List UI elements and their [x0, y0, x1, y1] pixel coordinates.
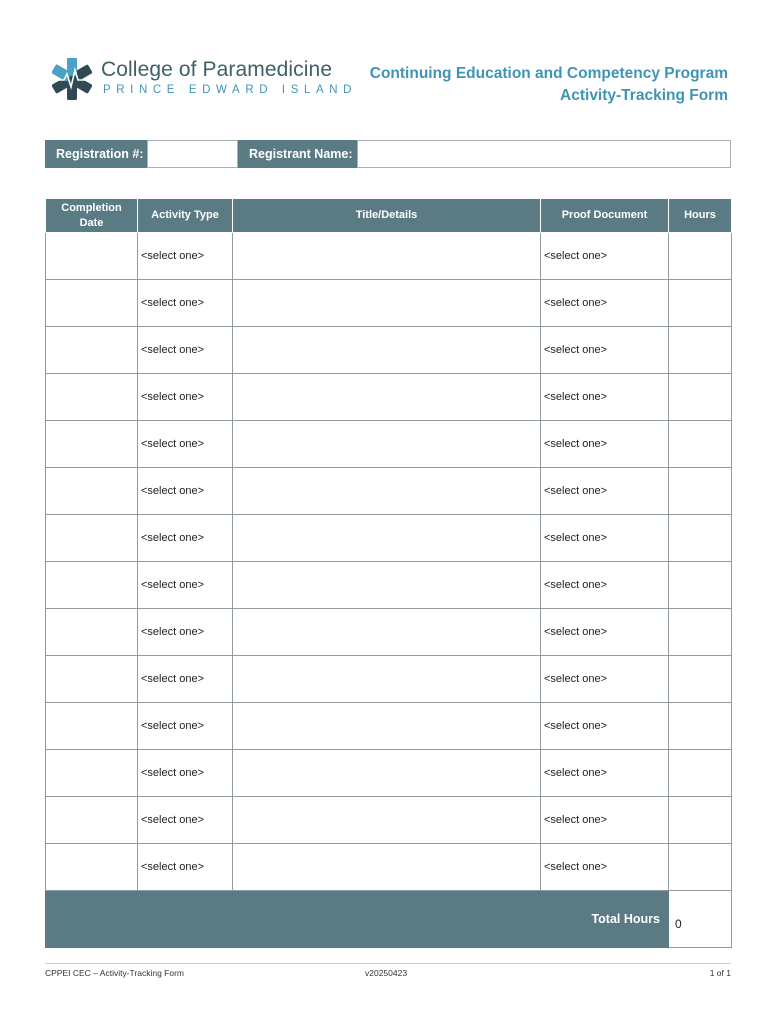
column-header-completion-date: Completion Date: [46, 199, 138, 233]
activity-type-select[interactable]: <select one>: [138, 750, 233, 797]
completion-date-cell[interactable]: [46, 562, 138, 609]
proof-document-select[interactable]: <select one>: [541, 750, 669, 797]
star-of-life-logo-icon: [52, 56, 92, 102]
completion-date-cell[interactable]: [46, 703, 138, 750]
hours-cell[interactable]: [669, 703, 732, 750]
table-row: [46, 374, 732, 421]
registration-number-field[interactable]: [147, 140, 238, 168]
hours-cell[interactable]: [669, 374, 732, 421]
completion-date-cell[interactable]: [46, 280, 138, 327]
proof-document-select[interactable]: <select one>: [541, 656, 669, 703]
column-header-title-details: Title/Details: [233, 199, 541, 233]
hours-cell[interactable]: [669, 515, 732, 562]
title-details-cell[interactable]: [233, 327, 541, 374]
hours-cell[interactable]: [669, 844, 732, 891]
table-row: [46, 562, 732, 609]
completion-date-cell[interactable]: [46, 233, 138, 280]
completion-date-cell[interactable]: [46, 844, 138, 891]
activity-type-select[interactable]: <select one>: [138, 468, 233, 515]
registration-number-label: Registration #:: [45, 140, 147, 168]
total-hours-label: Total Hours: [46, 891, 669, 948]
proof-document-select[interactable]: <select one>: [541, 327, 669, 374]
hours-cell[interactable]: [669, 797, 732, 844]
table-row: [46, 515, 732, 562]
proof-document-select[interactable]: <select one>: [541, 421, 669, 468]
title-details-cell[interactable]: [233, 703, 541, 750]
column-header-activity-type: Activity Type: [138, 199, 233, 233]
page-footer: [45, 963, 731, 982]
proof-document-select[interactable]: <select one>: [541, 515, 669, 562]
hours-cell[interactable]: [669, 233, 732, 280]
column-header-proof-document: Proof Document: [541, 199, 669, 233]
proof-document-select[interactable]: <select one>: [541, 703, 669, 750]
completion-date-cell[interactable]: [46, 656, 138, 703]
table-row: [46, 797, 732, 844]
completion-date-cell[interactable]: [46, 374, 138, 421]
title-details-cell[interactable]: [233, 421, 541, 468]
activity-type-select[interactable]: <select one>: [138, 656, 233, 703]
table-row: [46, 233, 732, 280]
hours-cell[interactable]: [669, 327, 732, 374]
completion-date-cell[interactable]: [46, 750, 138, 797]
footer-page-number: 1 of 1: [709, 968, 731, 978]
registrant-info-row: [45, 140, 731, 168]
column-header-hours: Hours: [669, 199, 732, 233]
proof-document-select[interactable]: <select one>: [541, 374, 669, 421]
title-details-cell[interactable]: [233, 515, 541, 562]
proof-document-select[interactable]: <select one>: [541, 844, 669, 891]
title-details-cell[interactable]: [233, 280, 541, 327]
completion-date-cell[interactable]: [46, 468, 138, 515]
hours-cell[interactable]: [669, 609, 732, 656]
hours-cell[interactable]: [669, 562, 732, 609]
proof-document-select[interactable]: <select one>: [541, 233, 669, 280]
organization-name: College of Paramedicine: [101, 58, 333, 81]
table-row: [46, 421, 732, 468]
title-details-cell[interactable]: [233, 797, 541, 844]
activity-type-select[interactable]: <select one>: [138, 233, 233, 280]
hours-cell[interactable]: [669, 280, 732, 327]
hours-cell[interactable]: [669, 656, 732, 703]
title-details-cell[interactable]: [233, 844, 541, 891]
title-details-cell[interactable]: [233, 750, 541, 797]
table-row: [46, 468, 732, 515]
title-details-cell[interactable]: [233, 374, 541, 421]
hours-cell[interactable]: [669, 468, 732, 515]
proof-document-select[interactable]: <select one>: [541, 797, 669, 844]
document-title-line2: Activity-Tracking Form: [560, 87, 728, 104]
activity-type-select[interactable]: <select one>: [138, 797, 233, 844]
activity-type-select[interactable]: <select one>: [138, 421, 233, 468]
table-row: [46, 844, 732, 891]
hours-cell[interactable]: [669, 421, 732, 468]
table-row: [46, 280, 732, 327]
organization-logo: [52, 56, 358, 106]
title-details-cell[interactable]: [233, 468, 541, 515]
table-row: [46, 656, 732, 703]
document-title-line1: Continuing Education and Competency Program: [369, 65, 728, 82]
title-details-cell[interactable]: [233, 562, 541, 609]
activity-log-table: [45, 198, 732, 948]
document-title: [370, 63, 728, 107]
organization-region: PRINCE EDWARD ISLAND: [103, 84, 358, 96]
activity-type-select[interactable]: <select one>: [138, 515, 233, 562]
table-row: [46, 750, 732, 797]
activity-type-select[interactable]: <select one>: [138, 609, 233, 656]
proof-document-select[interactable]: <select one>: [541, 280, 669, 327]
total-hours-value: 0: [669, 891, 732, 948]
title-details-cell[interactable]: [233, 609, 541, 656]
title-details-cell[interactable]: [233, 656, 541, 703]
table-row: [46, 327, 732, 374]
registrant-name-label: Registrant Name:: [238, 140, 357, 168]
completion-date-cell[interactable]: [46, 609, 138, 656]
completion-date-cell[interactable]: [46, 797, 138, 844]
title-details-cell[interactable]: [233, 233, 541, 280]
completion-date-cell[interactable]: [46, 515, 138, 562]
activity-type-select[interactable]: <select one>: [138, 562, 233, 609]
proof-document-select[interactable]: <select one>: [541, 562, 669, 609]
hours-cell[interactable]: [669, 750, 732, 797]
completion-date-cell[interactable]: [46, 327, 138, 374]
proof-document-select[interactable]: <select one>: [541, 468, 669, 515]
table-header-row: [46, 199, 732, 233]
activity-type-select[interactable]: <select one>: [138, 280, 233, 327]
registrant-name-field[interactable]: [357, 140, 731, 168]
completion-date-cell[interactable]: [46, 421, 138, 468]
activity-type-select[interactable]: <select one>: [138, 844, 233, 891]
activity-type-select[interactable]: <select one>: [138, 703, 233, 750]
table-row: [46, 609, 732, 656]
footer-form-name: CPPEI CEC – Activity-Tracking Form: [45, 968, 185, 978]
footer-version: v20250423: [365, 968, 408, 978]
proof-document-select[interactable]: <select one>: [541, 609, 669, 656]
activity-type-select[interactable]: <select one>: [138, 327, 233, 374]
total-hours-row: [46, 891, 732, 948]
activity-type-select[interactable]: <select one>: [138, 374, 233, 421]
table-row: [46, 703, 732, 750]
